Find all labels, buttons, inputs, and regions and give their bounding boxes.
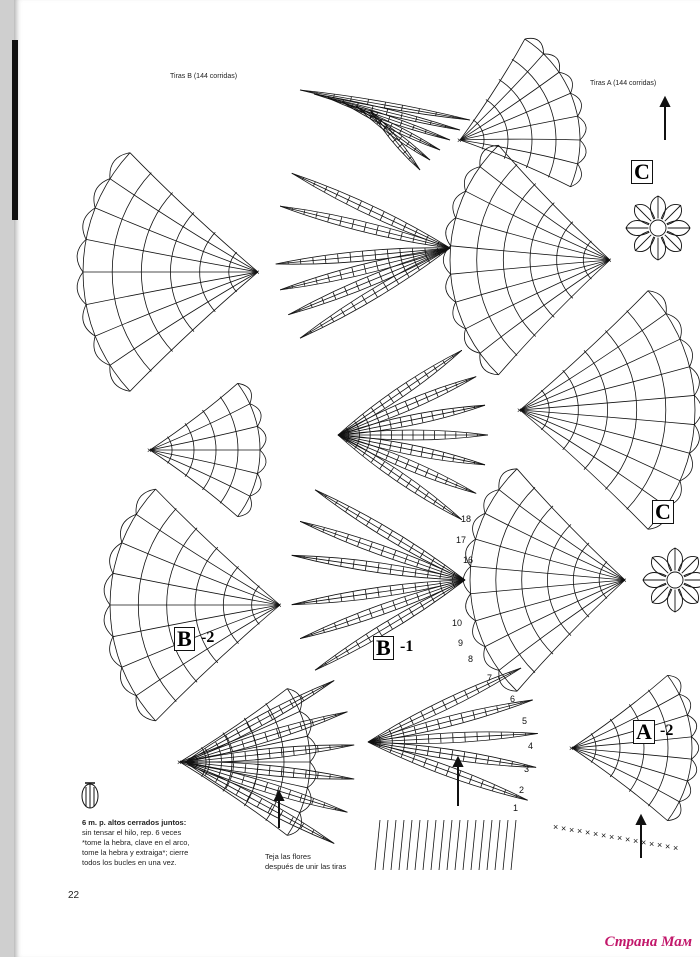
cluster-stitch-icon: [79, 780, 101, 810]
up-arrow-icon: [661, 98, 669, 140]
legend-title: 6 m. p. altos cerrados juntos:: [82, 818, 187, 827]
page-number: 22: [68, 890, 80, 901]
section-c-mid: C: [652, 500, 674, 524]
strip-b-label: Tiras B (144 corridas): [170, 73, 238, 80]
petal-motif: [280, 248, 450, 290]
petal-motif: [370, 110, 420, 170]
petal-motif: [300, 90, 470, 120]
fan-motif: [104, 489, 282, 721]
svg-text:×: ×: [147, 446, 152, 455]
legend-line: sin tensar el hilo, rep. 6 veces: [82, 828, 182, 837]
section-c-top: C: [631, 160, 653, 184]
svg-text:×: ×: [569, 824, 575, 835]
svg-text:×: ×: [601, 830, 607, 841]
fan-motif: [147, 383, 266, 516]
svg-text:×: ×: [517, 406, 522, 415]
legend-line: todos los bucles en una vez.: [82, 858, 177, 867]
section-b2-letter: B: [174, 627, 195, 651]
svg-text:×: ×: [277, 601, 282, 610]
row-number: 18: [461, 514, 472, 524]
row-number: 16: [463, 555, 474, 565]
svg-text:×: ×: [577, 826, 583, 837]
petal-motif: [185, 712, 347, 762]
svg-text:×: ×: [665, 841, 671, 852]
row-number: 5: [522, 716, 528, 726]
up-arrow-icon: [454, 758, 462, 806]
legend-line: tome la hebra y extraiga*; cierre: [82, 848, 189, 857]
petal-motif: [292, 173, 450, 248]
flower-motifs: [626, 196, 700, 612]
svg-text:×: ×: [633, 836, 639, 846]
fan-motif: [463, 469, 627, 691]
fan-motif: [517, 291, 700, 530]
flower-motif: [626, 196, 690, 260]
row-number: 8: [468, 654, 474, 664]
site-watermark: Страна Мам: [604, 934, 692, 950]
section-a2-suffix: -2: [660, 722, 674, 739]
petal-motif: [185, 745, 354, 762]
row-number: 17: [456, 535, 467, 545]
row-number: 6: [510, 694, 516, 704]
svg-text:×: ×: [657, 840, 663, 851]
row-number: 4: [528, 741, 534, 751]
row-number: 1: [513, 803, 519, 813]
petal-motif: [185, 762, 347, 812]
petal-motif: [185, 762, 354, 779]
fan-motif: [457, 38, 586, 186]
svg-text:×: ×: [255, 268, 260, 277]
svg-text:×: ×: [569, 744, 574, 753]
petal-motif: [368, 742, 536, 767]
section-b1-letter: B: [373, 636, 394, 660]
svg-text:×: ×: [561, 823, 567, 834]
stitch-band: [375, 820, 678, 870]
row-number: 9: [458, 638, 464, 648]
svg-text:×: ×: [177, 758, 182, 767]
svg-text:×: ×: [607, 256, 612, 265]
flower-motif: [643, 548, 700, 612]
svg-text:×: ×: [625, 834, 631, 845]
petal-motif: [368, 742, 528, 800]
direction-arrows: [275, 98, 669, 858]
petal-motif: [280, 206, 450, 248]
fan-motif: [77, 153, 260, 392]
svg-text:×: ×: [617, 833, 623, 844]
fan-motifs: [77, 38, 700, 835]
flowers-note: después de unir las tiras: [265, 862, 347, 871]
legend-line: *tome la hebra, clave en el arco,: [82, 838, 190, 847]
row-number: 3: [524, 764, 530, 774]
svg-text:×: ×: [641, 837, 647, 848]
fan-motif: [569, 675, 699, 820]
svg-text:×: ×: [553, 822, 559, 832]
section-b1-suffix: -1: [400, 638, 414, 655]
svg-text:×: ×: [593, 829, 599, 839]
svg-text:×: ×: [585, 827, 591, 838]
svg-text:×: ×: [622, 576, 627, 585]
section-b2-suffix: -2: [201, 629, 215, 646]
row-number: 10: [452, 618, 463, 628]
petal-motif: [338, 430, 488, 440]
row-number: 7: [487, 673, 493, 683]
section-a2-letter: A: [633, 720, 655, 744]
fan-motif: [443, 145, 612, 375]
strip-a-label: Tiras A (144 corridas): [590, 80, 657, 87]
svg-text:×: ×: [673, 843, 679, 853]
petal-motif: [368, 700, 533, 742]
svg-text:×: ×: [609, 831, 615, 842]
petal-motifs: [185, 90, 678, 870]
svg-text:×: ×: [457, 136, 462, 145]
row-number: 2: [519, 785, 525, 795]
svg-text:×: ×: [649, 838, 655, 849]
flowers-note: Teja las flores: [265, 852, 311, 861]
